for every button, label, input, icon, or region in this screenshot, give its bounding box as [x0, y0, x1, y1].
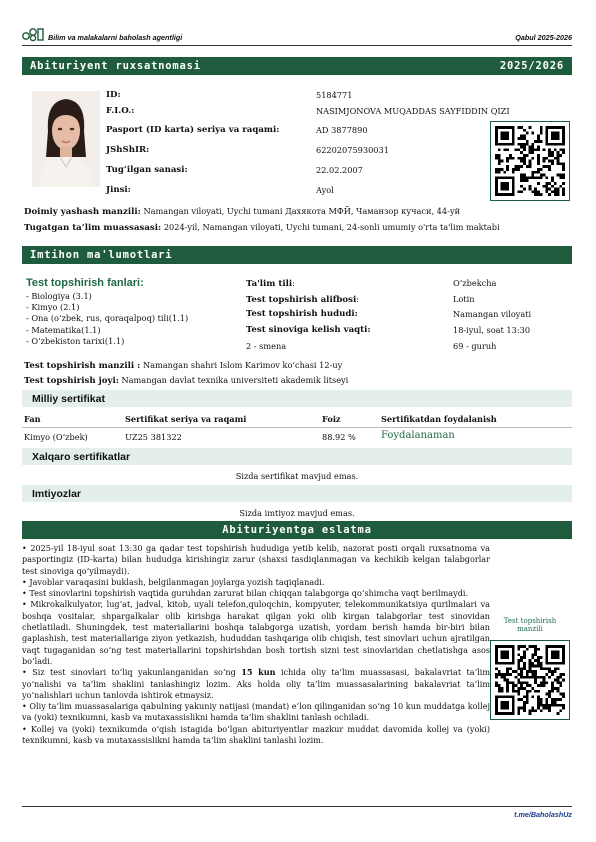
reminder-deadline-days: 15 kun [241, 667, 276, 678]
gender-label: Jinsi: [106, 185, 131, 195]
birthdate-value: 22.02.2007 [316, 165, 363, 175]
agency-logo [22, 26, 44, 42]
language-row [246, 278, 295, 289]
exam-location-qr-caption: Test topshirish manzili [503, 617, 557, 633]
applicant-qr-code [490, 121, 570, 201]
privileges-title: Imtiyozlar [32, 487, 82, 500]
exam-address-label: Test topshirish manzili : [24, 361, 141, 371]
cert-col-percent: Foiz [322, 414, 341, 424]
school-label: Tugatgan ta’lim muassasasi: [24, 223, 162, 233]
exam-location-qr-code [490, 640, 570, 720]
subject-item: - Ona (o‘zbek, rus, qoraqalpoq) tili(1.1) [26, 313, 189, 324]
alphabet-row [246, 294, 359, 305]
jshshir-label: JShShIR: [106, 145, 150, 155]
alphabet-sep: : [356, 294, 360, 304]
passport-value: AD 3877890 [316, 125, 368, 135]
reminder-deadline-text-end: ichida oliy ta’lim muassasasi, bakalavriat ta’lim yo‘nalishi va ta’lim shaklini tanlashingiz lozim. Aks holda oliy ta’lim muassasalarining bakalavriat ta’lim yo‘nalishlari uchun tanlovda ishtirok etmaysiz. [22, 667, 490, 700]
shift-value: 2 - smena [246, 341, 287, 351]
reminder-title: Abituriyentga eslatma [222, 524, 372, 536]
permanent-address-value: Namangan viloyati, Uychi tumani Дахякота МФЙ, Чаманзор кучаси, 44-уй [143, 206, 461, 216]
cert-col-usage: Sertifikatdan foydalanish [381, 414, 497, 424]
cert-table-rule [22, 427, 572, 428]
arrival-time-value: 18-iyul, soat 13:30 [453, 325, 531, 335]
cert-serial-value: UZ25 381322 [125, 432, 182, 442]
reminder-item: • Kollej va (yoki) texnikumda o‘qish istagida bo‘lgan abituriyentlar mazkur muddat davomida kollej va (yoki) texnikumni, kasb va mutaxassislikni hamda ta’lim shaklini tanlashi lozim. [22, 723, 490, 746]
academic-year: 2025/2026 [499, 60, 564, 72]
subject-item: - Kimyo (2.1) [26, 302, 80, 313]
permanent-address-label: Doimiy yashash manzili: [24, 207, 141, 217]
language-label: Ta'lim tili [246, 279, 293, 289]
cert-subject-value: Kimyo (O‘zbek) [24, 432, 88, 442]
reminder-item: • Test sinovlarini topshirish vaqtida guruhdan zarurat bilan chiqqan talabgorga qo‘shimcha vaqt berilmaydi. [22, 588, 469, 599]
national-cert-header [22, 390, 572, 407]
reminder-deadline-text: • Siz test sinovlari to‘liq yakunlanganidan so‘ng [22, 667, 242, 678]
id-label: ID: [106, 90, 121, 100]
id-value: 5184771 [316, 90, 353, 100]
alphabet-label: Test topshirish alifbosi [246, 295, 357, 305]
exam-address-value: Namangan shahri Islom Karimov ko‘chasi 12-uy [142, 360, 343, 370]
jshshir-value: 62202075930031 [316, 145, 389, 155]
reminder-item: • 2025-yil 18-iyul soat 13:30 ga qadar test topshirish hududiga yetib kelib, nazorat posti orqali ruxsatnoma va pasportingiz (ID-karta) bilan hududga kirishingiz zarur (shaxsi tasdiqlanmagan va kechikib kelgan talabgorlar test sinoviga qo‘yilmaydi). [22, 543, 490, 576]
passport-label: Pasport (ID karta) seriya va raqami: [106, 125, 280, 135]
subject-item: - Biologiya (3.1) [26, 291, 92, 301]
fio-label: F.I.O.: [106, 106, 135, 116]
reminder-bar [22, 521, 572, 539]
privileges-header [22, 485, 572, 502]
arrival-time-label: Test sinoviga kelish vaqti: [246, 325, 371, 335]
cert-percent-value: 88.92 % [322, 432, 356, 442]
subject-item: - O‘zbekiston tarixi(1.1) [26, 335, 125, 346]
intl-cert-empty: Sizda sertifikat mavjud emas. [235, 471, 359, 481]
applicant-photo [32, 91, 100, 187]
national-cert-title: Milliy sertifikat [32, 392, 105, 405]
subject-item: - Matematika(1.1) [26, 324, 101, 335]
header-divider [22, 45, 572, 46]
permanent-address-row [24, 206, 584, 217]
gender-value: Ayol [316, 185, 334, 195]
admission-year-label: Qabul 2025-2026 [515, 33, 572, 42]
intl-cert-header [22, 448, 572, 465]
language-value: O‘zbekcha [453, 278, 497, 288]
document-title: Abituriyent ruxsatnomasi [30, 60, 201, 72]
privileges-empty: Sizda imtiyoz mavjud emas. [239, 508, 355, 518]
exam-place-value: Namangan davlat texnika universiteti akademik litseyi [121, 375, 349, 385]
school-value: 2024-yil, Namangan viloyati, Uychi tumani, 24-sonli umumiy o'rta ta'lim maktabi [163, 222, 500, 232]
birthdate-label: Tug‘ilgan sanasi: [106, 165, 188, 175]
footer-divider [22, 806, 572, 807]
group-value: 69 - guruh [453, 341, 497, 351]
school-row [24, 222, 584, 233]
reminder-item: • Mikrokalkulyator, lug‘at, jadval, kitob, uyali telefon,quloqchin, kompyuter, telekommunikatsiya qurilmalari va boshqa vositalar, shpargalkalar olib kirishga harakat qilgan yoki olib kirgan talabgorlar test sinovidan chetlatiladi. Shuningdek, test materiallarini boshqa talabgorga uzatish, yordam berish hamda bir-biri bilan gaplashish, test materiallariga ziyon yetkazish, hududdan tashqariga olib chiqish, test sinovlari uchun ajratilgan vaqt tugaganidan so‘ng test materiallarini topshirishdan bosh tortish sizni test sinovlaridan chetlatishga asos bo‘ladi. [22, 599, 490, 666]
agency-name: Bilim va malakalarni baholash agentligi [48, 33, 183, 42]
cert-col-subject: Fan [24, 414, 41, 424]
fio-value: NASIMJONOVA MUQADDAS SAYFIDDIN QIZI [316, 106, 510, 116]
intl-cert-title: Xalqaro sertifikatlar [32, 450, 131, 463]
subjects-list [26, 291, 188, 347]
cert-col-serial: Sertifikat seriya va raqami [125, 414, 247, 424]
region-label: Test topshirish hududi: [246, 309, 358, 319]
subjects-title: Test topshirish fanlari: [26, 277, 144, 289]
title-bar [22, 57, 572, 75]
telegram-link[interactable]: t.me/BaholashUz [514, 810, 572, 819]
language-sep: : [292, 278, 295, 288]
reminder-item: • Oliy ta’lim muassasalariga qabulning yakuniy natijasi (mandat) e’lon qilinganidan so‘ng 10 kun muddatga kollej va (yoki) texnikumni, kasb va mutaxassislikni hamda ta’lim shaklini tanlash ochiladi. [22, 701, 490, 723]
exam-place-label: Test topshirish joyi: [24, 376, 119, 386]
reminder-item: • Javoblar varaqasini buklash, belgilanmagan joylarga yozish taqiqlanadi. [22, 576, 325, 587]
exam-info-bar [22, 246, 572, 264]
region-value: Namangan viloyati [453, 309, 532, 319]
reminder-notes [22, 543, 490, 746]
exam-place-row [24, 375, 348, 386]
reminder-item-deadline [22, 667, 490, 701]
cert-usage-value: Foydalanaman [381, 430, 455, 441]
exam-address-row [24, 360, 342, 371]
exam-info-title: Imtihon ma'lumotlari [30, 249, 173, 261]
alphabet-value: Lotin [453, 294, 475, 304]
